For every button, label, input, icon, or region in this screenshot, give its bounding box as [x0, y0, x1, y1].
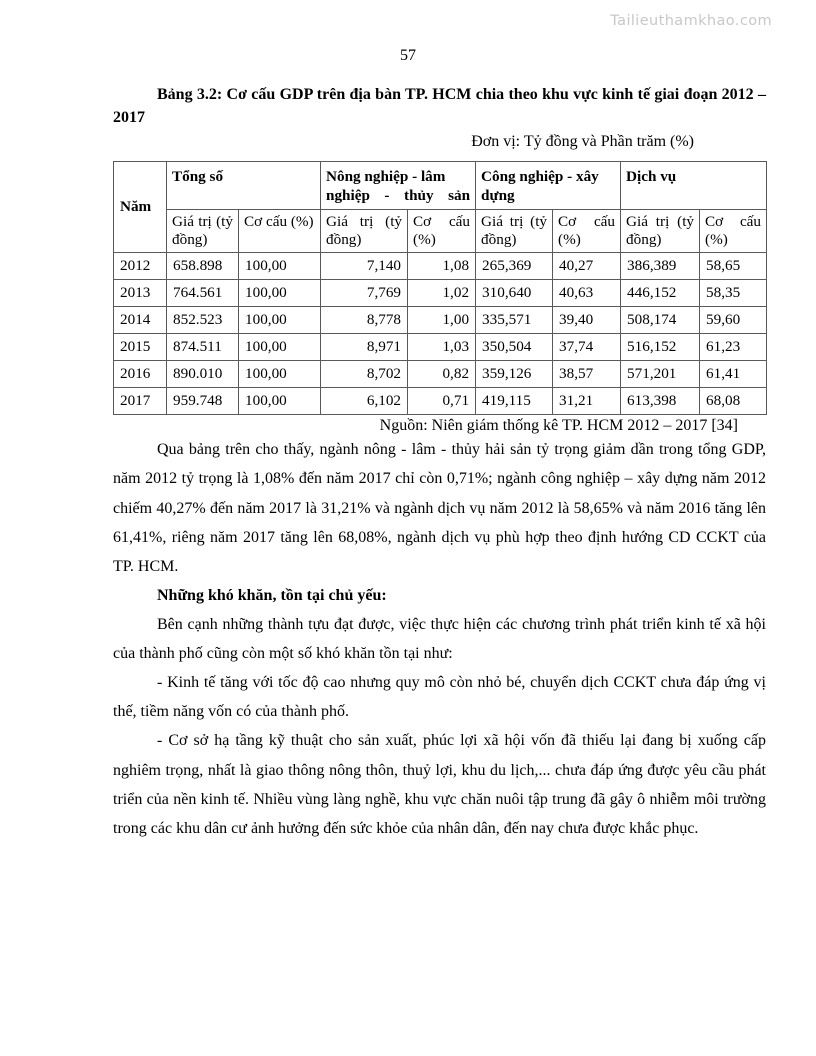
- cell-agriculture-share: 0,82: [408, 361, 476, 388]
- cell-industry-value: 265,369: [476, 253, 553, 280]
- header-sub-industry-share: Cơ cấu (%): [553, 209, 621, 252]
- table-body: [114, 253, 767, 415]
- cell-year: 2012: [114, 253, 167, 280]
- cell-agriculture-value: 8,702: [321, 361, 408, 388]
- cell-industry-value: 310,640: [476, 280, 553, 307]
- table-row: [114, 334, 767, 361]
- cell-services-share: 61,41: [700, 361, 767, 388]
- header-group-agriculture: Nông nghiệp - lâm nghiệp - thủy sản: [321, 162, 476, 209]
- table-source: Nguồn: Niên giám thống kê TP. HCM 2012 – 2017 [34]: [379, 417, 738, 435]
- header-sub-total-value: Giá trị (tỷ đồng): [167, 209, 239, 252]
- cell-services-value: 571,201: [621, 361, 700, 388]
- cell-services-value: 508,174: [621, 307, 700, 334]
- table-header-row-sub: [114, 209, 767, 252]
- cell-agriculture-share: 1,00: [408, 307, 476, 334]
- table-unit-note: Đơn vị: Tỷ đồng và Phần trăm (%): [471, 133, 694, 151]
- cell-year: 2014: [114, 307, 167, 334]
- cell-total-share: 100,00: [239, 361, 321, 388]
- header-sub-agriculture-share: Cơ cấu (%): [408, 209, 476, 252]
- cell-services-value: 516,152: [621, 334, 700, 361]
- gdp-structure-table: [113, 161, 767, 415]
- cell-agriculture-share: 1,02: [408, 280, 476, 307]
- cell-industry-value: 359,126: [476, 361, 553, 388]
- header-group-total: Tổng số: [167, 162, 321, 209]
- cell-total-share: 100,00: [239, 280, 321, 307]
- section-heading-difficulties: Những khó khăn, tồn tại chủ yếu:: [157, 586, 387, 604]
- cell-services-share: 59,60: [700, 307, 767, 334]
- cell-industry-share: 39,40: [553, 307, 621, 334]
- cell-total-share: 100,00: [239, 307, 321, 334]
- cell-agriculture-value: 7,140: [321, 253, 408, 280]
- cell-year: 2017: [114, 388, 167, 415]
- cell-total-share: 100,00: [239, 334, 321, 361]
- cell-year: 2015: [114, 334, 167, 361]
- cell-services-share: 68,08: [700, 388, 767, 415]
- page-content: [113, 84, 766, 843]
- header-sub-agriculture-value: Giá trị (tỷ đồng): [321, 209, 408, 252]
- cell-industry-share: 40,27: [553, 253, 621, 280]
- table-row: [114, 307, 767, 334]
- header-sub-total-share: Cơ cấu (%): [239, 209, 321, 252]
- paragraph-analysis: Qua bảng trên cho thấy, ngành nông - lâm - thủy hải sản tỷ trọng giảm dần trong tổng GDP, năm 2012 tỷ trọng là 1,08% đến năm 2017 chỉ còn 0,71%; ngành công nghiệp – xây dựng năm 2012 chiếm 40,27% đến năm 2017 là 31,21% và ngành dịch vụ năm 2012 là 58,65% và năm 2016 tăng lên 61,41%, riêng năm 2017 tăng lên 68,08%, ngành dịch vụ phù hợp theo định hướng CD CCKT của TP. HCM.: [113, 441, 766, 575]
- cell-agriculture-value: 8,971: [321, 334, 408, 361]
- cell-total-value: 852.523: [167, 307, 239, 334]
- table-row: [114, 361, 767, 388]
- header-sub-services-share: Cơ cấu (%): [700, 209, 767, 252]
- cell-total-value: 890.010: [167, 361, 239, 388]
- cell-industry-value: 335,571: [476, 307, 553, 334]
- header-sub-industry-value: Giá trị (tỷ đồng): [476, 209, 553, 252]
- header-group-industry: Công nghiệp - xây dựng: [476, 162, 621, 209]
- cell-agriculture-value: 6,102: [321, 388, 408, 415]
- table-row: [114, 388, 767, 415]
- table-caption: Bảng 3.2: Cơ cấu GDP trên địa bàn TP. HCM chia theo khu vực kinh tế giai đoạn 2012 – 2017: [113, 86, 766, 126]
- cell-industry-share: 37,74: [553, 334, 621, 361]
- cell-agriculture-share: 1,03: [408, 334, 476, 361]
- table-row: [114, 253, 767, 280]
- cell-services-share: 61,23: [700, 334, 767, 361]
- cell-services-value: 386,389: [621, 253, 700, 280]
- cell-agriculture-value: 7,769: [321, 280, 408, 307]
- paragraph-intro-difficulties: Bên cạnh những thành tựu đạt được, việc thực hiện các chương trình phát triển kinh tế xã hội của thành phố cũng còn một số khó khăn tồn tại như:: [113, 616, 766, 663]
- cell-agriculture-share: 1,08: [408, 253, 476, 280]
- cell-services-value: 613,398: [621, 388, 700, 415]
- header-year: Năm: [114, 162, 167, 253]
- header-group-services: Dịch vụ: [621, 162, 767, 209]
- paragraph-bullet-infrastructure: - Cơ sở hạ tầng kỹ thuật cho sản xuất, phúc lợi xã hội vốn đã thiếu lại đang bị xuống cấp nghiêm trọng, nhất là giao thông nông thôn, thuỷ lợi, khu du lịch,... chưa đáp ứng được yêu cầu phát triển của nền kinh tế. Nhiều vùng làng nghề, khu vực chăn nuôi tập trung đã gây ô nhiễm môi trường trong các khu dân cư ảnh hưởng đến sức khỏe của nhân dân, đến nay chưa được khắc phục.: [113, 732, 766, 837]
- table-header-row-groups: [114, 162, 767, 209]
- cell-services-value: 446,152: [621, 280, 700, 307]
- header-sub-services-value: Giá trị (tỷ đồng): [621, 209, 700, 252]
- cell-services-share: 58,65: [700, 253, 767, 280]
- cell-total-share: 100,00: [239, 253, 321, 280]
- cell-industry-share: 38,57: [553, 361, 621, 388]
- cell-total-share: 100,00: [239, 388, 321, 415]
- paragraph-bullet-economy-scale: - Kinh tế tăng với tốc độ cao nhưng quy mô còn nhỏ bé, chuyển dịch CCKT chưa đáp ứng vị thế, tiềm năng vốn có của thành phố.: [113, 674, 766, 721]
- cell-total-value: 959.748: [167, 388, 239, 415]
- cell-total-value: 874.511: [167, 334, 239, 361]
- cell-industry-share: 40,63: [553, 280, 621, 307]
- site-watermark: Tailieuthamkhao.com: [610, 13, 772, 29]
- cell-services-share: 58,35: [700, 280, 767, 307]
- cell-year: 2016: [114, 361, 167, 388]
- cell-total-value: 658.898: [167, 253, 239, 280]
- cell-industry-value: 350,504: [476, 334, 553, 361]
- cell-industry-share: 31,21: [553, 388, 621, 415]
- page-number: 57: [400, 47, 416, 64]
- cell-year: 2013: [114, 280, 167, 307]
- cell-total-value: 764.561: [167, 280, 239, 307]
- table-row: [114, 280, 767, 307]
- cell-agriculture-share: 0,71: [408, 388, 476, 415]
- cell-industry-value: 419,115: [476, 388, 553, 415]
- cell-agriculture-value: 8,778: [321, 307, 408, 334]
